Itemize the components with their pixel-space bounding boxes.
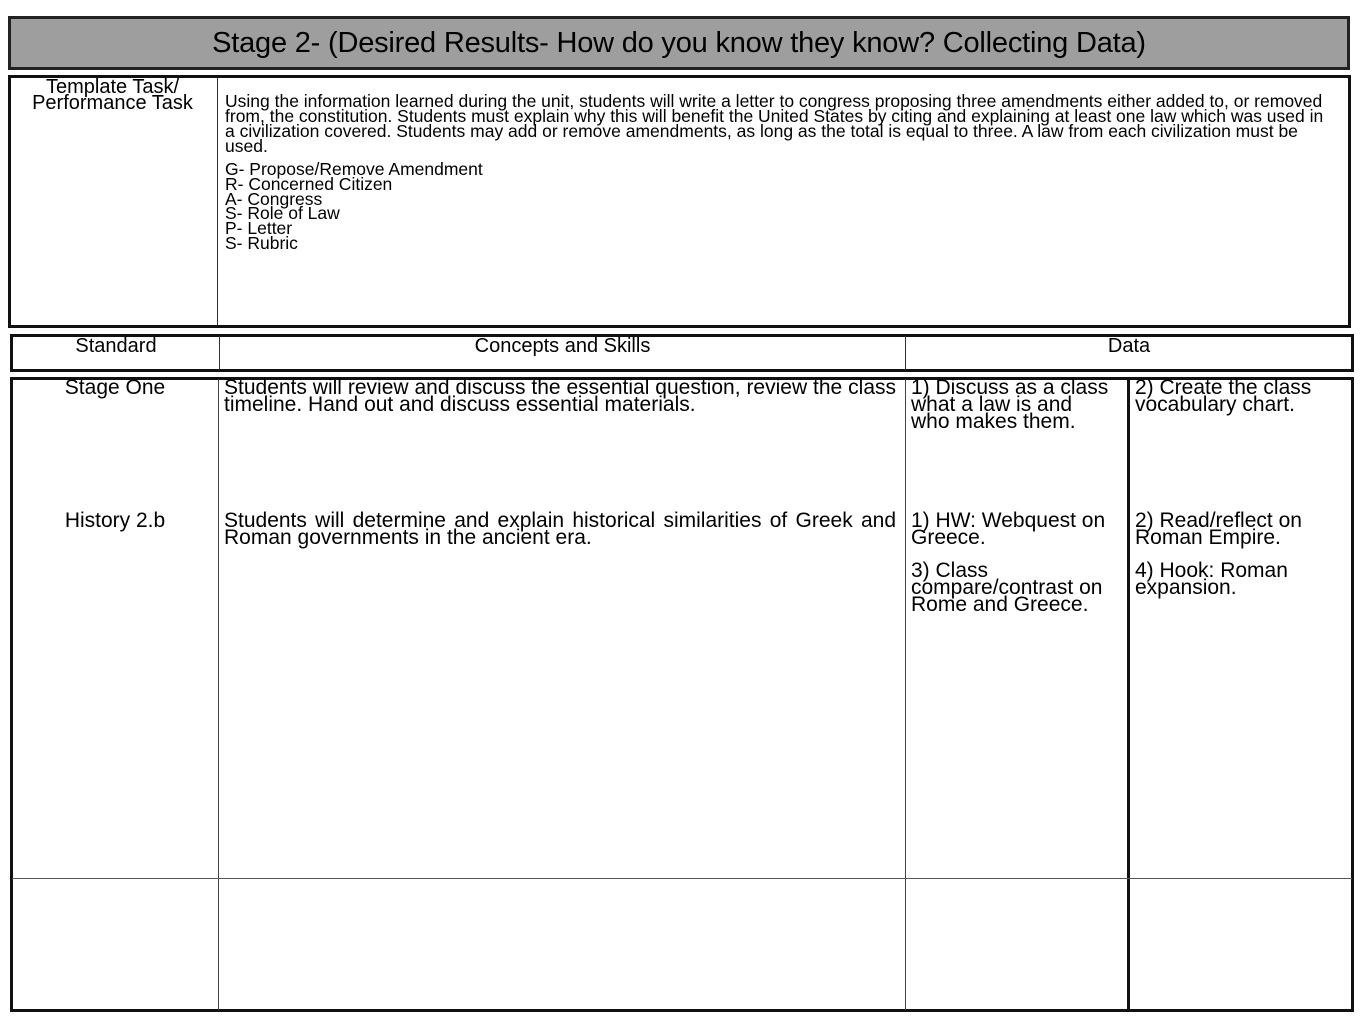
row-data-left: 3) Class compare/contrast on Rome and Greece. [911, 559, 1103, 616]
grasps-item: A- Congress [225, 188, 323, 209]
task-body [225, 91, 1325, 253]
header-standard: Standard [75, 335, 157, 357]
grasps-item: S- Role of Law [225, 203, 340, 224]
row-concept: Students will review and discuss the essential question, review the class timeline. Hand out and discuss essential materials. [224, 376, 896, 416]
row-data-right: 2) Read/reflect on Roman Empire. [1135, 509, 1302, 549]
grasps-item: S- Rubric [225, 232, 298, 253]
title-bar [8, 16, 1350, 70]
row-standard: History 2.b [64, 509, 166, 532]
row-standard: Stage One [64, 376, 166, 399]
row-divider [12, 878, 1352, 879]
row-data-left: 1) Discuss as a class what a law is and who makes them. [911, 376, 1109, 433]
column-divider [905, 379, 906, 1010]
grasps-item: R- Concerned Citizen [225, 173, 393, 194]
row-data-right: 2) Create the class vocabulary chart. [1135, 376, 1312, 416]
task-label-line2: Performance Task [32, 92, 193, 114]
grasps-item: P- Letter [225, 218, 293, 239]
task-label-line1: Template Task/ [45, 76, 180, 98]
grasps-item: G- Propose/Remove Amendment [225, 159, 483, 179]
task-divider [217, 78, 218, 325]
grasps-list [225, 159, 1325, 253]
row-data-left: 1) HW: Webquest on Greece. [911, 509, 1106, 549]
column-divider [218, 379, 219, 1010]
page-title: Stage 2- (Desired Results- How do you know they know? Collecting Data) [212, 27, 1146, 59]
row-data-right: 4) Hook: Roman expansion. [1135, 559, 1288, 599]
header-data: Data [1107, 335, 1151, 357]
header-concepts: Concepts and Skills [474, 335, 651, 357]
task-description: Using the information learned during the unit, students will write a letter to congress proposing three amendments either added to, or removed from, the constitution. Students must explain why this will benefit the United States by citing and explaining at least one law which was used in a civilization covered. Students may add or remove amendments, as long as the total is equal to three. A law from each civilization must be used. [225, 91, 1324, 156]
column-divider [1127, 379, 1130, 1010]
lesson-table [10, 377, 1354, 1012]
task-label [10, 76, 215, 114]
row-concept: Students will determine and explain historical similarities of Greek and Roman governments in the ancient era. [224, 509, 896, 549]
